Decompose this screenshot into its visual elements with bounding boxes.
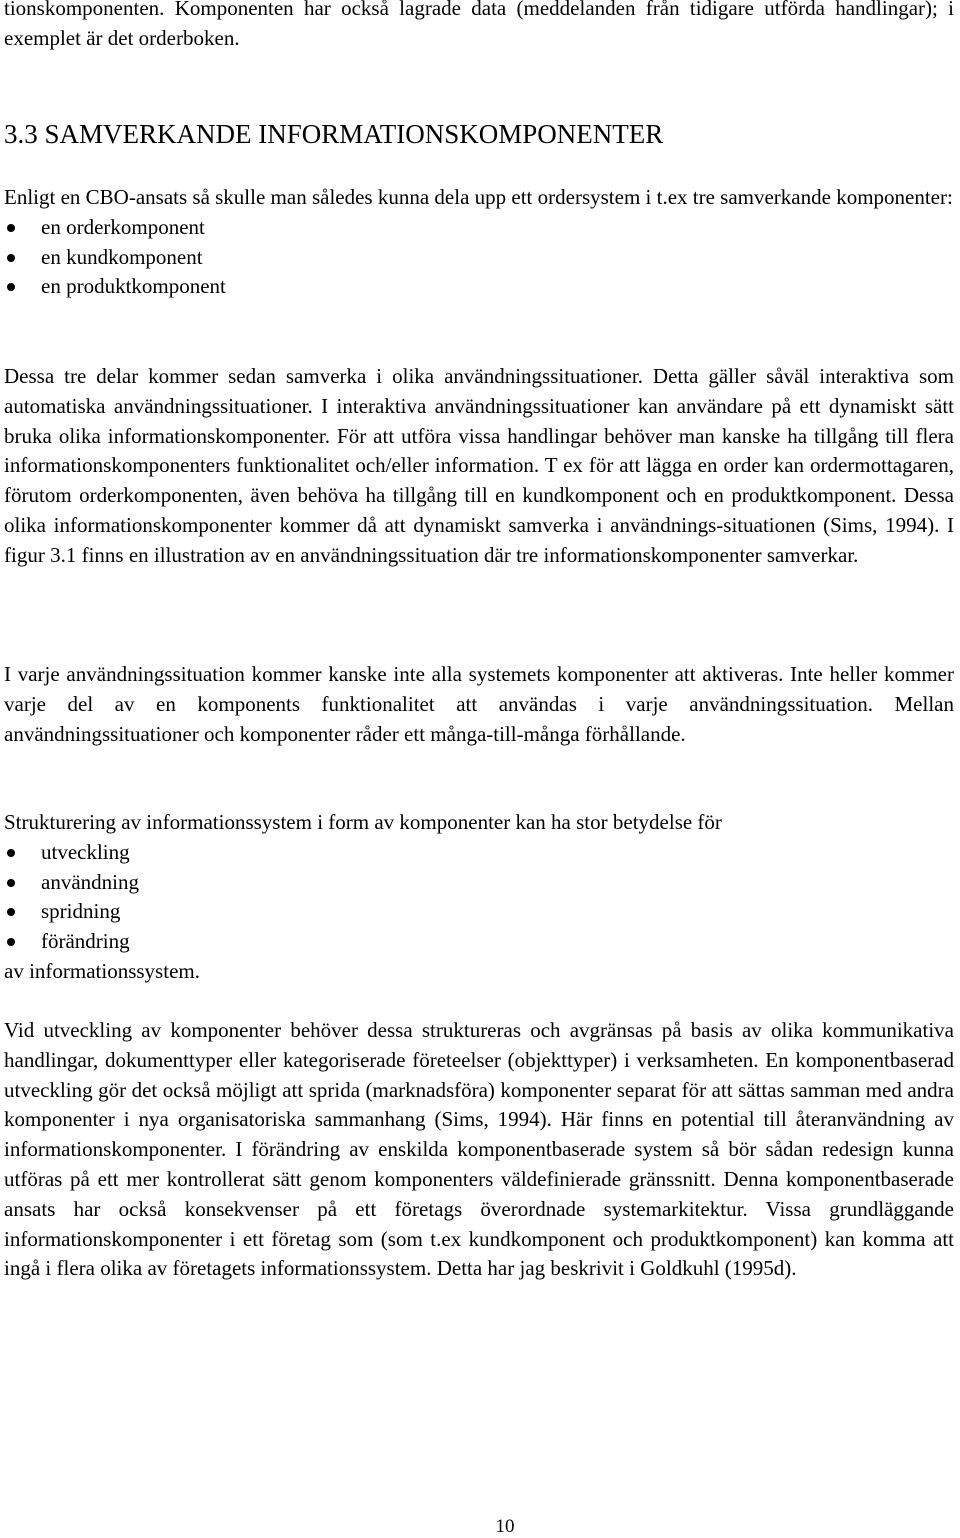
list-item: spridning bbox=[4, 897, 954, 927]
development-paragraph: Vid utveckling av komponenter behöver dessa struktureras och avgränsas på basis av olika kommunikativa handlingar, dokumenttyper eller kategoriserade företeelser (objekttyper) i verksamheten. En komponentbaserad utveckling gör det också möjligt att sprida (marknadsföra) komponenter separat för att sättas samman med andra komponenter i nya organisatoriska sammanhang (Sims, 1994). Här finns en potential till återanvändning av informationskomponenter. I förändring av enskilda komponentbaserade system så bör sådan redesign kunna utföras på ett mer kontrollerat sätt genom komponenters väldefinierade gränssnitt. Denna komponentbaserade ansats har också konsekvenser på ett företags överordnade systemarkitektur. Vissa grundläggande informationskomponenter i ett företag som (som t.ex kundkomponent och produktkomponent) kan komma att ingå i flera olika av företagets informationssystem. Detta har jag beskrivit i Goldkuhl (1995d). bbox=[4, 1018, 954, 1281]
structuring-list bbox=[4, 838, 954, 957]
structuring-tail: av informationssystem. bbox=[4, 958, 200, 983]
continued-paragraph: tionskomponenten. Komponenten har också lagrade data (meddelanden från tidigare utförda handlingar); i exemplet är det orderboken. bbox=[4, 0, 954, 50]
list-item: en kundkomponent bbox=[4, 243, 954, 273]
section-heading: 3.3 SAMVERKANDE INFORMATIONSKOMPONENTER bbox=[4, 119, 664, 149]
list-item: en orderkomponent bbox=[4, 213, 954, 243]
list-item: utveckling bbox=[4, 838, 954, 868]
intro-paragraph: Enligt en CBO-ansats så skulle man således kunna dela upp ett ordersystem i t.ex tre samverkande komponenter: bbox=[4, 185, 953, 209]
component-list bbox=[4, 213, 954, 302]
structuring-section bbox=[4, 808, 954, 987]
page-number: 10 bbox=[495, 1516, 515, 1537]
list-item: en produktkomponent bbox=[4, 272, 954, 302]
structuring-lead: Strukturering av informationssystem i form av komponenter kan ha stor betydelse för bbox=[4, 810, 722, 834]
list-item: användning bbox=[4, 868, 954, 898]
list-item: förändring bbox=[4, 927, 954, 957]
intro-section bbox=[4, 183, 954, 302]
interaction-paragraph: Dessa tre delar kommer sedan samverka i olika användningssituationer. Detta gäller såväl interaktiva som automatiska användningssituationer. I interaktiva användningssituationer kan användare på ett dynamiskt sätt bruka olika informationskomponenter. För att utföra vissa handlingar behöver man kanske ha tillgång till flera informationskomponenters funktionalitet och/eller information. T ex för att lägga en order kan ordermottagaren, förutom orderkomponenten, även behöva ha tillgång till en kundkomponent och en produktkomponent. Dessa olika informationskomponenter kommer då att dynamiskt samverka i användnings-situationen (Sims, 1994). I figur 3.1 finns en illustration av en användningssituation där tre informationskomponenter samverkar. bbox=[4, 364, 954, 567]
activation-paragraph: I varje användningssituation kommer kanske inte alla systemets komponenter att aktiveras. Inte heller kommer varje del av en komponents funktionalitet att användas i varje användningssituation. Mellan användningssituationer och komponenter råder ett många-till-många förhållande. bbox=[4, 662, 954, 746]
